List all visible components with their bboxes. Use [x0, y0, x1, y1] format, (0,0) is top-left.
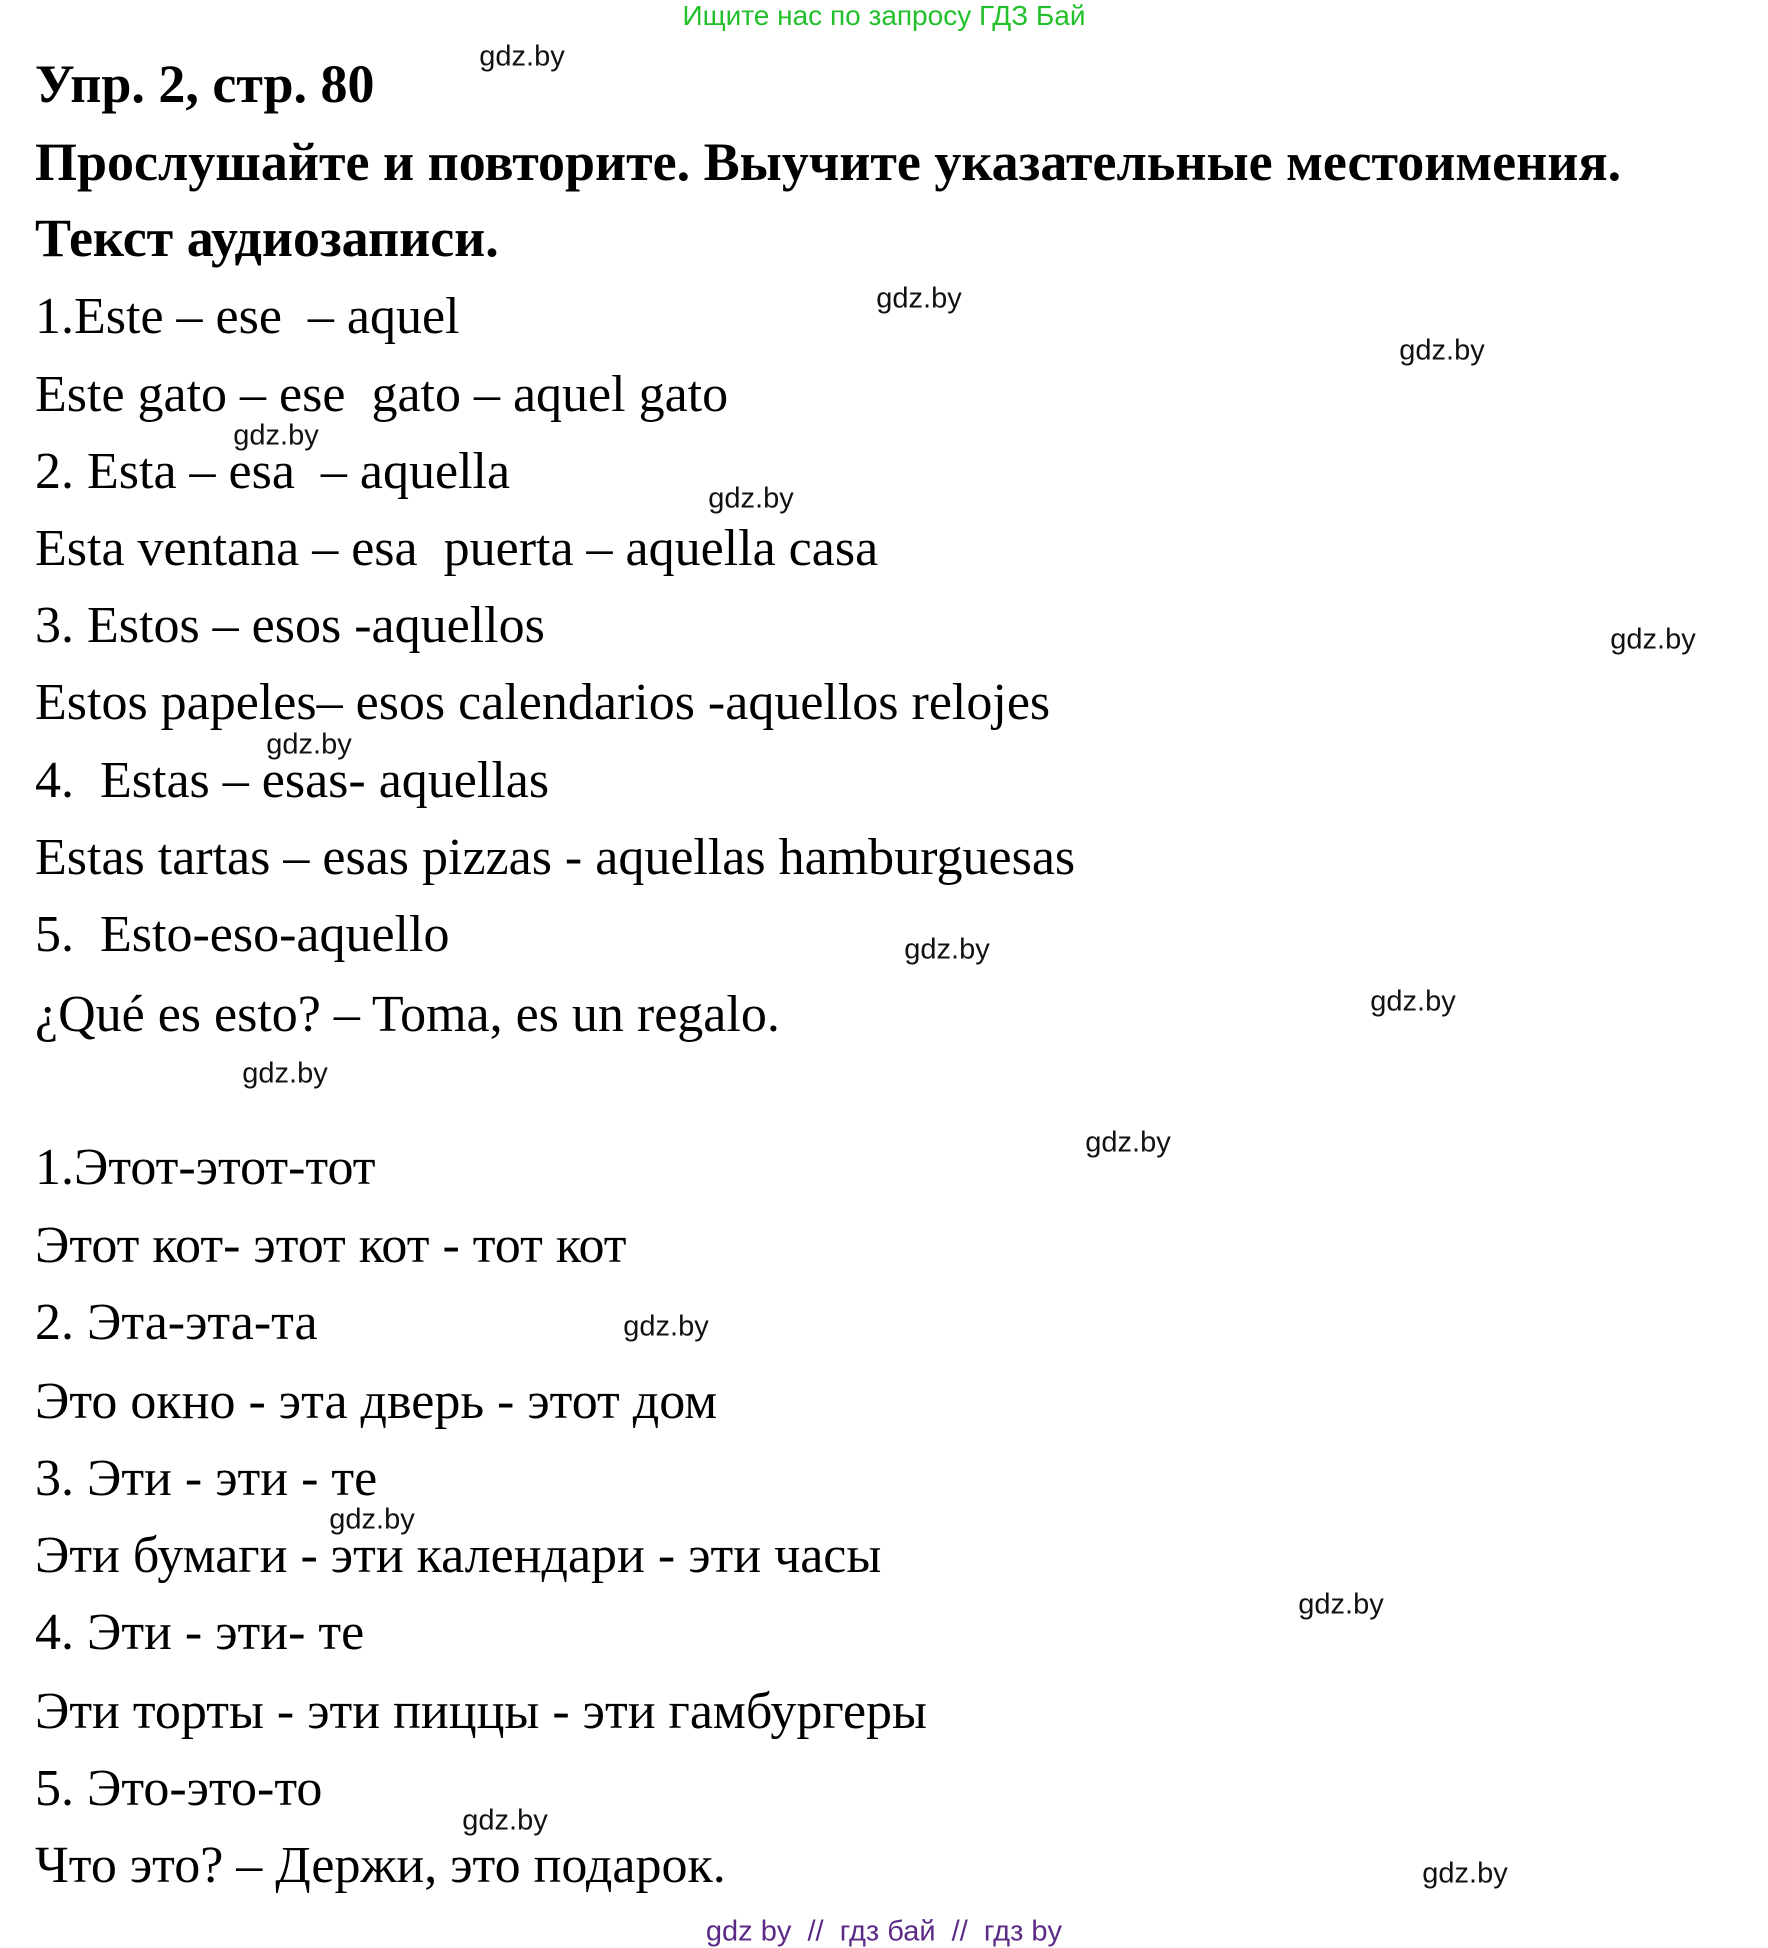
spanish-line: Esta ventana – esa puerta – aquella casa: [35, 520, 879, 577]
spanish-line: 5. Esto-eso-aquello: [35, 906, 450, 963]
watermark: gdz.by: [1298, 1588, 1384, 1621]
watermark: gdz.by: [242, 1057, 328, 1090]
watermark: gdz.by: [623, 1310, 709, 1343]
russian-line: Эти бумаги - эти календари - эти часы: [35, 1527, 882, 1584]
russian-line: Этот кот- этот кот - тот кот: [35, 1217, 627, 1274]
watermark: gdz.by: [462, 1804, 548, 1837]
spanish-line: Este gato – ese gato – aquel gato: [35, 366, 729, 423]
russian-line: 1.Этот-этот-тот: [35, 1139, 376, 1196]
watermark: gdz.by: [904, 933, 990, 966]
spanish-line: Estos papeles– esos calendarios -aquellos relojes: [35, 674, 1051, 731]
watermark: gdz.by: [1610, 623, 1696, 656]
watermark: gdz.by: [479, 40, 565, 73]
spanish-line: Estas tartas – esas pizzas - aquellas hamburguesas: [35, 829, 1076, 886]
watermark: gdz.by: [1370, 985, 1456, 1018]
spanish-line: 4. Estas – esas- aquellas: [35, 752, 550, 809]
watermark: gdz.by: [1399, 334, 1485, 367]
russian-line: Эти торты - эти пиццы - эти гамбургеры: [35, 1683, 927, 1740]
russian-line: 4. Эти - эти- те: [35, 1604, 365, 1661]
spanish-line: ¿Qué es esto? – Toma, es un regalo.: [35, 986, 780, 1043]
search-hint-banner: Ищите нас по запросу ГДЗ Бай: [682, 0, 1086, 31]
russian-line: Что это? – Держи, это подарок.: [35, 1837, 726, 1894]
russian-line: 2. Эта-эта-та: [35, 1294, 318, 1351]
exercise-instruction: Прослушайте и повторите. Выучите указательные местоимения.: [35, 132, 1622, 192]
russian-line: 3. Эти - эти - те: [35, 1450, 378, 1507]
spanish-line: 1.Este – ese – aquel: [35, 288, 460, 345]
watermark: gdz.by: [1085, 1126, 1171, 1159]
watermark: gdz.by: [233, 419, 319, 452]
spanish-line: 2. Esta – esa – aquella: [35, 443, 511, 500]
spanish-line: 3. Estos – esos -aquellos: [35, 597, 545, 654]
exercise-title: Упр. 2, стр. 80: [35, 54, 375, 114]
watermark: gdz.by: [329, 1503, 415, 1536]
watermark: gdz.by: [708, 482, 794, 515]
watermark: gdz.by: [876, 282, 962, 315]
russian-line: 5. Это-это-то: [35, 1760, 323, 1817]
footer-watermark: gdz by // гдз бай // гдз by: [705, 1915, 1063, 1948]
watermark: gdz.by: [1422, 1857, 1508, 1890]
watermark: gdz.by: [266, 728, 352, 761]
russian-line: Это окно - эта дверь - этот дом: [35, 1373, 718, 1430]
transcript-heading: Текст аудиозаписи.: [35, 208, 499, 268]
